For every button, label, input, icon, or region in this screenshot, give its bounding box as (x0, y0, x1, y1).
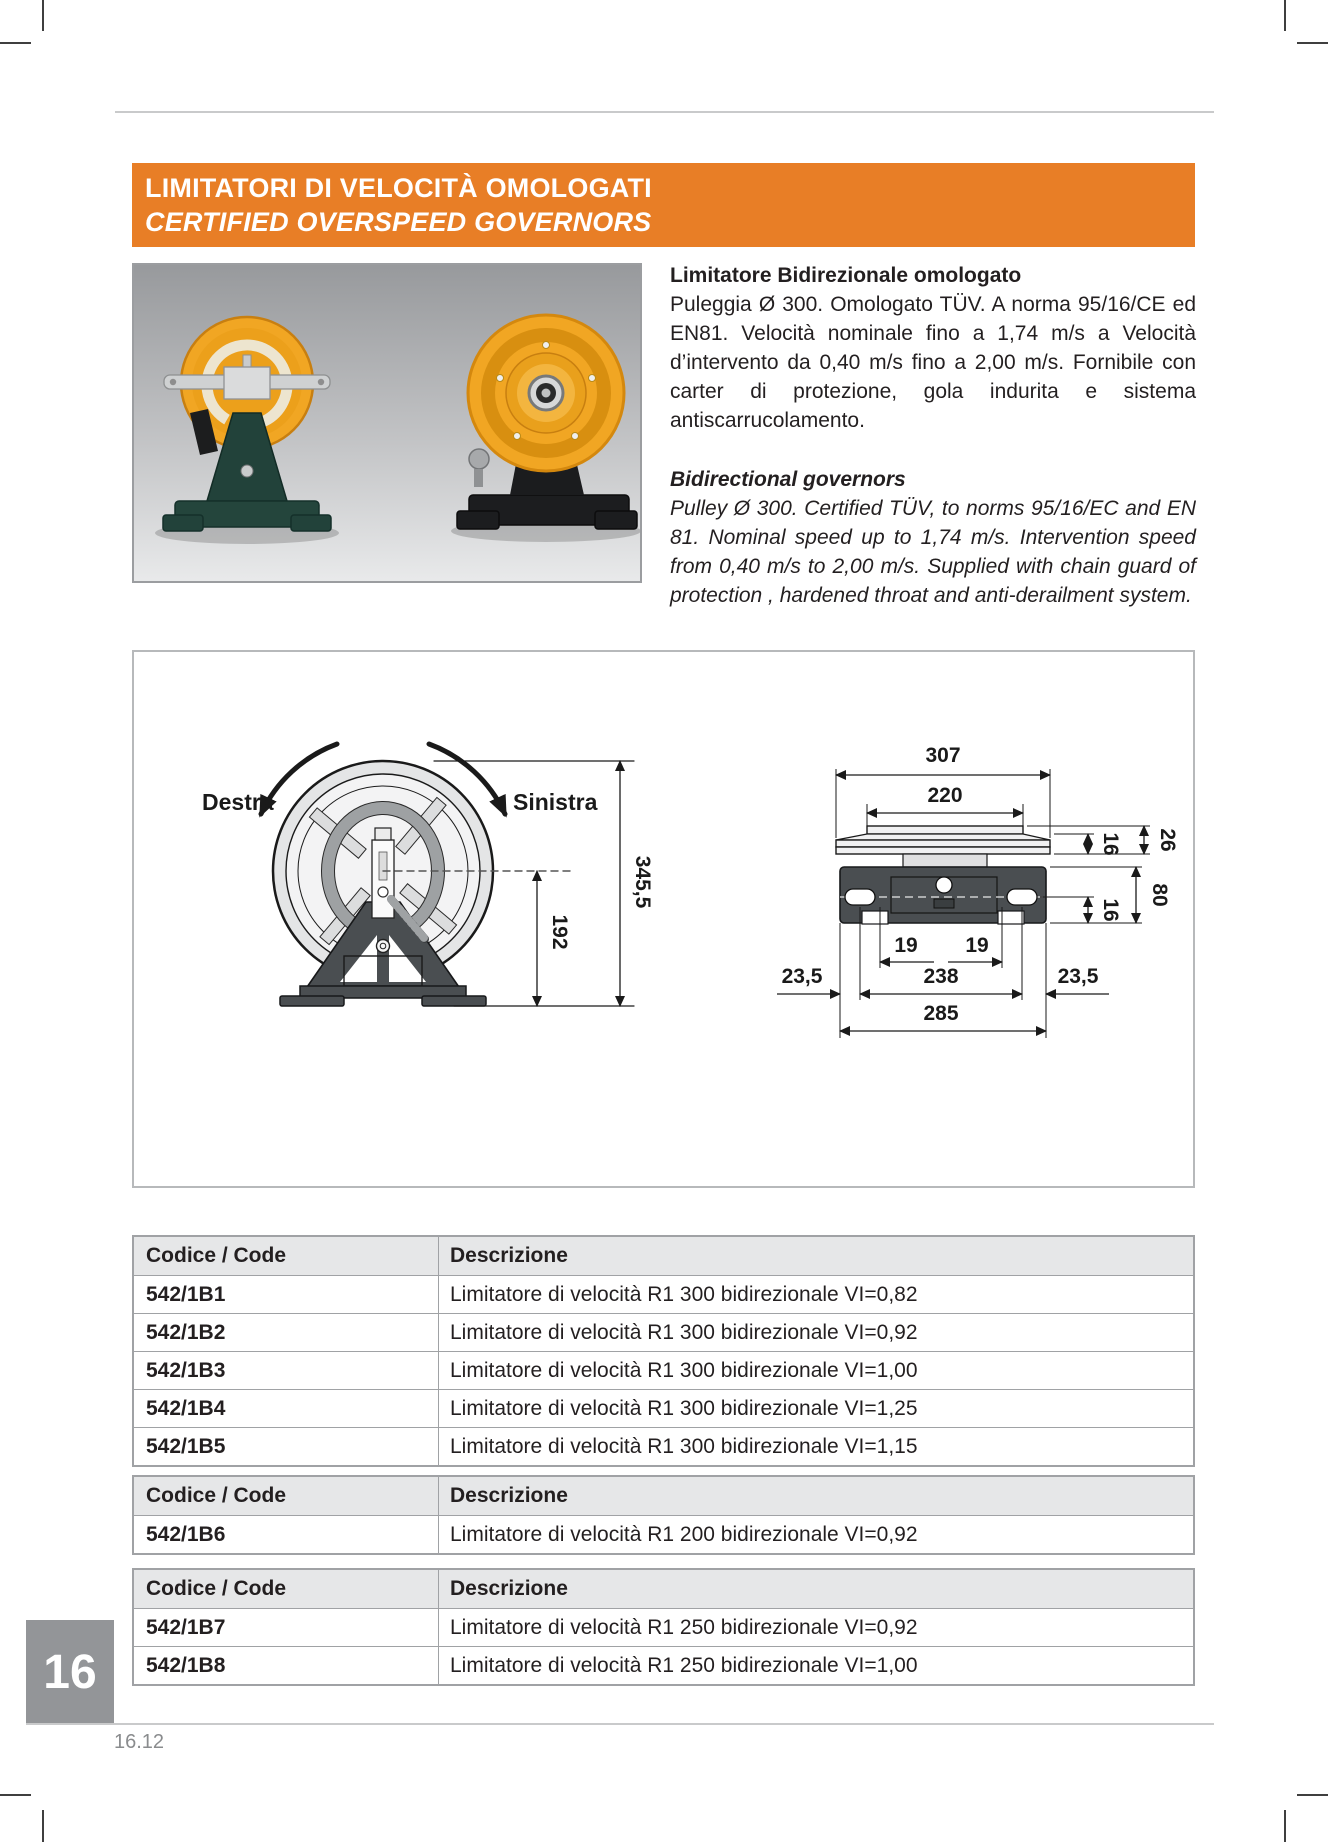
table-row (134, 1608, 1193, 1646)
crop-mark-bottom-right-v (1284, 1810, 1286, 1842)
cell-code: 542/1B3 (134, 1352, 439, 1389)
intro-text-block (670, 261, 1196, 610)
intro-heading-italian: Limitatore Bidirezionale omologato (670, 264, 1022, 287)
intro-body-italian: Puleggia Ø 300. Omologato TÜV. A norma 95/16/CE ed EN81. Velocità nominale fino a 1,74 m/s a Velocità d’intervento da 0,40 m/s fino a 2,00 m/s. Fornibile con carter di protezione, gola indurita e sistema antiscarrucolamento. (670, 293, 1196, 432)
top-view-drawing (777, 744, 1179, 1038)
intro-heading-english: Bidirectional governors (670, 468, 906, 491)
cell-description: Limitatore di velocità R1 200 bidirezionale VI=0,92 (450, 1523, 918, 1546)
table-row (134, 1351, 1193, 1389)
dim-192-label: 192 (548, 914, 571, 950)
cell-description: Limitatore di velocità R1 300 bidirezionale VI=1,15 (450, 1435, 918, 1458)
table-header-row (134, 1570, 1193, 1608)
table-row (134, 1389, 1193, 1427)
product-photo (132, 263, 642, 583)
rotation-right-label: Sinistra (513, 789, 598, 815)
cell-description: Limitatore di velocità R1 300 bidirezionale VI=0,82 (450, 1283, 918, 1306)
crop-mark-bottom-left-h (0, 1794, 31, 1796)
front-view-drawing (202, 744, 654, 1006)
crop-mark-top-left-h (0, 42, 31, 44)
table-row (134, 1427, 1193, 1465)
dim-307-label: 307 (925, 744, 961, 767)
crop-mark-bottom-right-h (1297, 1794, 1328, 1796)
column-header-description: Descrizione (450, 1244, 568, 1267)
chapter-number: 16 (43, 1645, 97, 1699)
dim-19-left-label: 19 (894, 934, 918, 957)
section-title-banner (132, 163, 1195, 247)
dim-19-right-label: 19 (965, 934, 989, 957)
dim-80-label: 80 (1148, 883, 1171, 907)
dim-285-label: 285 (923, 1002, 959, 1025)
code-table-r1-250 (132, 1568, 1195, 1686)
top-divider-rule (115, 111, 1214, 113)
crop-mark-top-left-v (42, 0, 44, 31)
cell-description: Limitatore di velocità R1 250 bidirezionale VI=0,92 (450, 1616, 918, 1639)
cell-code: 542/1B5 (134, 1428, 439, 1465)
cell-code: 542/1B8 (134, 1647, 439, 1684)
cell-description: Limitatore di velocità R1 300 bidirezionale VI=1,00 (450, 1359, 918, 1382)
intro-body-english: Pulley Ø 300. Certified TÜV, to norms 95/16/EC and EN 81. Nominal speed up to 1,74 m/s. Intervention speed from 0,40 m/s to 2,00 m/s. Supplied with chain guard of protection , hardened throat and anti-derailment system. (670, 497, 1196, 607)
code-table-r1-300 (132, 1235, 1195, 1467)
dim-16-lower-label: 16 (1099, 898, 1122, 922)
cell-description: Limitatore di velocità R1 250 bidirezionale VI=1,00 (450, 1654, 918, 1677)
bottom-divider-rule (26, 1723, 1214, 1725)
code-table-r1-200 (132, 1475, 1195, 1555)
cell-code: 542/1B7 (134, 1609, 439, 1646)
cell-code: 542/1B4 (134, 1390, 439, 1427)
technical-drawing-panel (132, 650, 1195, 1188)
dim-238-label: 238 (923, 965, 959, 988)
column-header-code: Codice / Code (134, 1477, 439, 1515)
table-row (134, 1313, 1193, 1351)
table-row (134, 1515, 1193, 1553)
dim-345-label: 345,5 (631, 855, 654, 909)
table-row (134, 1646, 1193, 1684)
dim-220-label: 220 (927, 784, 963, 807)
cell-code: 542/1B2 (134, 1314, 439, 1351)
crop-mark-bottom-left-v (42, 1810, 44, 1842)
table-header-row (134, 1477, 1193, 1515)
column-header-code: Codice / Code (134, 1237, 439, 1275)
governor-front-view (457, 315, 637, 529)
dim-235-right-label: 23,5 (1057, 965, 1099, 988)
cell-code: 542/1B6 (134, 1516, 439, 1553)
table-row (134, 1275, 1193, 1313)
crop-mark-top-right-v (1284, 0, 1286, 31)
cell-code: 542/1B1 (134, 1276, 439, 1313)
dim-16-upper-label: 16 (1099, 832, 1122, 856)
page-number: 16.12 (114, 1731, 165, 1753)
column-header-description: Descrizione (450, 1577, 568, 1600)
page-title-english: CERTIFIED OVERSPEED GOVERNORS (145, 207, 652, 237)
cell-description: Limitatore di velocità R1 300 bidirezionale VI=0,92 (450, 1321, 918, 1344)
table-header-row (134, 1237, 1193, 1275)
chapter-tab (26, 1620, 114, 1724)
crop-mark-top-right-h (1297, 42, 1328, 44)
column-header-description: Descrizione (450, 1484, 568, 1507)
rotation-left-label: Destra (202, 789, 274, 815)
product-photo-illustration (132, 263, 642, 583)
dim-26-label: 26 (1156, 828, 1179, 852)
page-title-italian: LIMITATORI DI VELOCITÀ OMOLOGATI (145, 173, 652, 203)
technical-drawing (134, 652, 1191, 1184)
dim-235-left-label: 23,5 (781, 965, 823, 988)
cell-description: Limitatore di velocità R1 300 bidirezionale VI=1,25 (450, 1397, 918, 1420)
column-header-code: Codice / Code (134, 1570, 439, 1608)
